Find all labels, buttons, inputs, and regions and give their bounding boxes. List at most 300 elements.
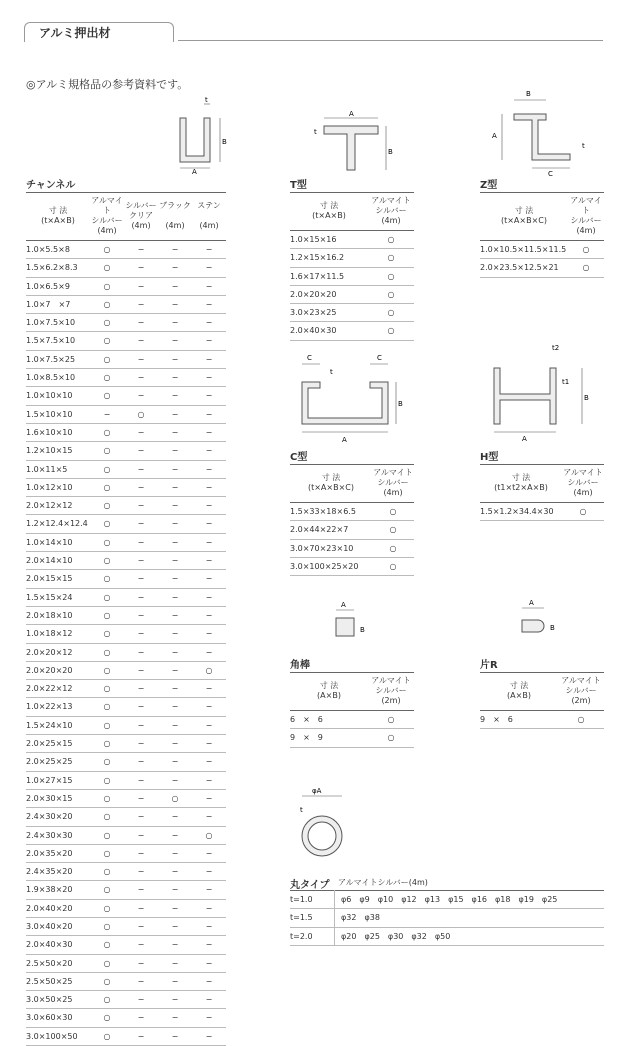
availability-cell: − (124, 936, 158, 954)
column-header: 寸 法 (t×A×B) (26, 193, 90, 241)
availability-cell: − (192, 954, 226, 972)
availability-cell: − (158, 497, 192, 515)
header-rule (178, 40, 603, 41)
availability-cell: ○ (90, 991, 124, 1009)
availability-cell: ○ (368, 267, 414, 285)
availability-cell: − (158, 350, 192, 368)
availability-cell: − (158, 972, 192, 990)
availability-cell: − (192, 570, 226, 588)
table-row (26, 442, 226, 460)
diameters-cell: φ32 φ38 (335, 909, 605, 927)
dimension-cell: 2.0×14×10 (26, 552, 90, 570)
availability-cell: − (158, 588, 192, 606)
availability-cell: − (124, 497, 158, 515)
column-header: アルマイト シルバー (2m) (558, 673, 604, 711)
dim-b: B (398, 400, 403, 408)
dimension-cell: 3.0×70×23×10 (290, 539, 372, 557)
availability-cell: ○ (372, 557, 414, 575)
availability-cell: ○ (90, 552, 124, 570)
availability-cell: ○ (562, 503, 604, 521)
dimension-cell: 2.0×35×20 (26, 844, 90, 862)
availability-cell: − (158, 643, 192, 661)
availability-cell: − (124, 314, 158, 332)
availability-cell: − (124, 643, 158, 661)
table-row (26, 735, 226, 753)
availability-cell: ○ (90, 936, 124, 954)
dimension-cell: 2.0×22×12 (26, 680, 90, 698)
availability-cell: − (124, 789, 158, 807)
availability-cell: − (192, 917, 226, 935)
availability-cell: − (192, 241, 226, 259)
availability-cell: − (158, 515, 192, 533)
availability-cell: − (158, 423, 192, 441)
availability-cell: ○ (90, 881, 124, 899)
availability-cell: − (158, 552, 192, 570)
availability-cell: − (124, 991, 158, 1009)
availability-cell: − (124, 460, 158, 478)
availability-cell: − (192, 972, 226, 990)
dimension-cell: 1.0×7.5×10 (26, 314, 90, 332)
dim-c: C (548, 170, 553, 178)
availability-cell: − (158, 771, 192, 789)
dimension-cell: 1.0×11×5 (26, 460, 90, 478)
column-header: 寸 法 (t×A×B) (290, 193, 368, 231)
h-diagram (482, 340, 602, 444)
availability-cell: ○ (90, 332, 124, 350)
availability-cell: − (124, 863, 158, 881)
availability-cell: − (192, 606, 226, 624)
table-row (26, 789, 226, 807)
table-row (480, 711, 604, 729)
section-tab: アルミ押出材 (24, 22, 174, 42)
table-row (26, 1027, 226, 1045)
thickness-cell: t=1.5 (290, 909, 335, 927)
availability-cell: − (124, 771, 158, 789)
dim-a: A (522, 435, 527, 443)
table-row (290, 521, 414, 539)
availability-cell: − (192, 350, 226, 368)
availability-cell: − (192, 881, 226, 899)
availability-cell: − (192, 844, 226, 862)
dimension-cell: 2.0×20×20 (290, 285, 368, 303)
dimension-cell: 2.0×15×15 (26, 570, 90, 588)
availability-cell: − (158, 405, 192, 423)
availability-cell: − (192, 478, 226, 496)
intro-text: ◎アルミ規格品の参考資料です。 (26, 78, 189, 91)
availability-cell: ○ (90, 241, 124, 259)
availability-cell: − (192, 387, 226, 405)
availability-cell: − (124, 680, 158, 698)
availability-cell: − (158, 606, 192, 624)
dim-t: t (314, 128, 317, 136)
thickness-cell: t=1.0 (290, 891, 335, 909)
table-row (290, 304, 414, 322)
availability-cell: − (158, 899, 192, 917)
availability-cell: − (192, 863, 226, 881)
availability-cell: − (124, 387, 158, 405)
dim-a: A (529, 599, 534, 607)
table-row (290, 927, 604, 945)
dimension-cell: 3.0×100×50 (26, 1027, 90, 1045)
table-row (26, 698, 226, 716)
availability-cell: − (192, 552, 226, 570)
c-diagram (292, 352, 412, 446)
dim-b: B (360, 626, 365, 634)
availability-cell: − (192, 460, 226, 478)
dimension-cell: 1.5×15×24 (26, 588, 90, 606)
table-row (26, 808, 226, 826)
table-row (26, 350, 226, 368)
dimension-cell: 1.9×38×20 (26, 881, 90, 899)
table-row (26, 423, 226, 441)
table-row (26, 533, 226, 551)
availability-cell: − (124, 515, 158, 533)
availability-cell: ○ (90, 643, 124, 661)
availability-cell: − (124, 277, 158, 295)
availability-cell: − (124, 423, 158, 441)
availability-cell: − (124, 606, 158, 624)
dim-b: B (550, 624, 555, 632)
availability-cell: − (158, 991, 192, 1009)
availability-cell: − (158, 295, 192, 313)
dim-a: A (349, 110, 354, 118)
c-type-table (290, 464, 414, 576)
availability-cell: ○ (90, 972, 124, 990)
availability-cell: ○ (368, 729, 414, 747)
availability-cell: − (192, 314, 226, 332)
channel-table (26, 192, 226, 1046)
availability-cell: ○ (368, 304, 414, 322)
availability-cell: − (124, 588, 158, 606)
column-header: 寸 法 (A×B) (480, 673, 558, 711)
availability-cell: ○ (368, 231, 414, 249)
availability-cell: − (192, 643, 226, 661)
dim-t: t (300, 806, 303, 814)
availability-cell: − (158, 881, 192, 899)
dimension-cell: 2.0×40×30 (26, 936, 90, 954)
availability-cell: − (124, 533, 158, 551)
dim-phi-a: φA (312, 787, 322, 795)
availability-cell: − (158, 844, 192, 862)
availability-cell: ○ (90, 570, 124, 588)
dimension-cell: 1.5×7.5×10 (26, 332, 90, 350)
table-row (26, 570, 226, 588)
availability-cell: − (124, 332, 158, 350)
availability-cell: − (192, 808, 226, 826)
availability-cell: − (124, 1027, 158, 1045)
availability-cell: − (158, 735, 192, 753)
dim-b: B (584, 394, 589, 402)
table-row (26, 863, 226, 881)
availability-cell: ○ (90, 369, 124, 387)
availability-cell: − (192, 497, 226, 515)
column-header: アルマイト シルバー (4m) (372, 465, 414, 503)
availability-cell: ○ (90, 350, 124, 368)
dimension-cell: 1.2×15×16.2 (290, 249, 368, 267)
availability-cell: − (192, 680, 226, 698)
table-row (290, 557, 414, 575)
column-header: アルマイト シルバー (4m) (562, 465, 604, 503)
table-row (26, 844, 226, 862)
table-row (26, 295, 226, 313)
availability-cell: − (124, 259, 158, 277)
availability-cell: − (158, 1027, 192, 1045)
dim-b: B (526, 90, 531, 98)
availability-cell: − (192, 259, 226, 277)
dimension-cell: 3.0×50×25 (26, 991, 90, 1009)
t-type-title: T型 (290, 180, 307, 191)
availability-cell: − (192, 1009, 226, 1027)
dim-t: t (205, 96, 208, 104)
h-type-table (480, 464, 604, 521)
dimension-cell: 1.2×12.4×12.4 (26, 515, 90, 533)
dimension-cell: 1.0×5.5×8 (26, 241, 90, 259)
availability-cell: ○ (90, 698, 124, 716)
kata-r-title: 片R (480, 660, 498, 671)
availability-cell: − (124, 716, 158, 734)
availability-cell: − (158, 259, 192, 277)
availability-cell: ○ (90, 863, 124, 881)
availability-cell: ○ (90, 460, 124, 478)
dimension-cell: 2.5×50×20 (26, 954, 90, 972)
availability-cell: − (192, 295, 226, 313)
availability-cell: − (158, 460, 192, 478)
availability-cell: − (124, 350, 158, 368)
availability-cell: ○ (90, 625, 124, 643)
availability-cell: ○ (90, 661, 124, 679)
dimension-cell: 1.5×1.2×34.4×30 (480, 503, 562, 521)
c-type-title: C型 (290, 452, 308, 463)
table-row (26, 917, 226, 935)
availability-cell: ○ (90, 606, 124, 624)
column-header: 寸 法 (t×A×B×C) (480, 193, 568, 241)
table-row (290, 231, 414, 249)
table-row (290, 285, 414, 303)
availability-cell: − (124, 899, 158, 917)
availability-cell: − (192, 332, 226, 350)
table-row (26, 680, 226, 698)
availability-cell: − (158, 954, 192, 972)
dimension-cell: 3.0×40×20 (26, 917, 90, 935)
availability-cell: − (158, 314, 192, 332)
kata-r-table (480, 672, 604, 729)
availability-cell: − (158, 570, 192, 588)
dim-t2: t2 (552, 344, 560, 352)
availability-cell: − (158, 863, 192, 881)
column-header: シルバー クリア (4m) (124, 193, 158, 241)
availability-cell: ○ (90, 954, 124, 972)
dim-t1: t1 (562, 378, 570, 386)
availability-cell: ○ (368, 711, 414, 729)
dimension-cell: 1.0×6.5×9 (26, 277, 90, 295)
table-row (26, 643, 226, 661)
availability-cell: − (158, 680, 192, 698)
availability-cell: ○ (90, 515, 124, 533)
table-row (26, 387, 226, 405)
availability-cell: ○ (90, 533, 124, 551)
table-row (26, 1009, 226, 1027)
availability-cell: − (124, 844, 158, 862)
availability-cell: − (192, 277, 226, 295)
availability-cell: − (124, 808, 158, 826)
availability-cell: ○ (90, 1009, 124, 1027)
availability-cell: ○ (192, 661, 226, 679)
table-row (290, 249, 414, 267)
availability-cell: ○ (90, 497, 124, 515)
dimension-cell: 2.5×50×25 (26, 972, 90, 990)
column-header: アルマイト シルバー (4m) (568, 193, 604, 241)
dimension-cell: 1.0×7.5×25 (26, 350, 90, 368)
square-bar-table (290, 672, 414, 748)
kata-r-diagram (518, 598, 568, 644)
availability-cell: − (124, 881, 158, 899)
table-row (480, 503, 604, 521)
availability-cell: − (158, 277, 192, 295)
column-header: アルマイト シルバー (4m) (368, 193, 414, 231)
dim-a: A (342, 436, 347, 444)
dimension-cell: 1.0×22×13 (26, 698, 90, 716)
square-bar-title: 角棒 (290, 660, 310, 671)
availability-cell: − (124, 735, 158, 753)
availability-cell: − (158, 332, 192, 350)
availability-cell: ○ (192, 826, 226, 844)
availability-cell: − (124, 698, 158, 716)
dim-b: B (388, 148, 393, 156)
availability-cell: ○ (558, 711, 604, 729)
z-type-table (480, 192, 604, 278)
availability-cell: ○ (368, 285, 414, 303)
round-diagram (288, 784, 358, 864)
availability-cell: ○ (90, 844, 124, 862)
availability-cell: − (192, 716, 226, 734)
availability-cell: − (192, 771, 226, 789)
table-row (26, 460, 226, 478)
availability-cell: − (192, 423, 226, 441)
availability-cell: ○ (90, 771, 124, 789)
availability-cell: ○ (90, 259, 124, 277)
dimension-cell: 2.0×25×25 (26, 753, 90, 771)
availability-cell: − (192, 789, 226, 807)
dimension-cell: 1.6×17×11.5 (290, 267, 368, 285)
dimension-cell: 2.0×40×30 (290, 322, 368, 340)
square-bar-diagram (330, 600, 380, 648)
availability-cell: ○ (368, 322, 414, 340)
table-row (26, 826, 226, 844)
availability-cell: − (192, 405, 226, 423)
table-row (26, 771, 226, 789)
availability-cell: − (124, 478, 158, 496)
availability-cell: ○ (90, 1027, 124, 1045)
table-row (26, 991, 226, 1009)
table-row (290, 729, 414, 747)
column-header: ステン (4m) (192, 193, 226, 241)
table-row (290, 711, 414, 729)
table-row (26, 552, 226, 570)
availability-cell: − (124, 661, 158, 679)
availability-cell: ○ (90, 826, 124, 844)
availability-cell: − (158, 533, 192, 551)
table-row (26, 497, 226, 515)
dimension-cell: 1.6×10×10 (26, 423, 90, 441)
dimension-cell: 2.0×25×15 (26, 735, 90, 753)
z-diagram (490, 86, 600, 178)
column-header: 寸 法 (t×A×B×C) (290, 465, 372, 503)
dimension-cell: 1.2×10×15 (26, 442, 90, 460)
channel-title: チャンネル (26, 180, 76, 191)
availability-cell: − (158, 369, 192, 387)
table-row (26, 753, 226, 771)
dimension-cell: 1.0×7 ×7 (26, 295, 90, 313)
channel-diagram (168, 94, 232, 174)
dimension-cell: 3.0×60×30 (26, 1009, 90, 1027)
availability-cell: − (158, 826, 192, 844)
availability-cell: − (192, 442, 226, 460)
availability-cell: − (124, 570, 158, 588)
availability-cell: ○ (158, 789, 192, 807)
h-type-title: H型 (480, 452, 499, 463)
table-row (480, 241, 604, 259)
availability-cell: ○ (90, 789, 124, 807)
dimension-cell: 2.0×18×10 (26, 606, 90, 624)
diameters-cell: φ20 φ25 φ30 φ32 φ50 (335, 927, 605, 945)
column-header: アルマイト シルバー (4m) (90, 193, 124, 241)
availability-cell: − (124, 954, 158, 972)
table-row (290, 909, 604, 927)
availability-cell: − (90, 405, 124, 423)
z-type-title: Z型 (480, 180, 498, 191)
availability-cell: ○ (90, 423, 124, 441)
dimension-cell: 6 × 6 (290, 711, 368, 729)
availability-cell: − (158, 698, 192, 716)
table-row (26, 936, 226, 954)
dimension-cell: 2.0×23.5×12.5×21 (480, 259, 568, 277)
availability-cell: − (192, 369, 226, 387)
availability-cell: ○ (372, 539, 414, 557)
table-row (26, 241, 226, 259)
table-row (26, 478, 226, 496)
table-row (26, 369, 226, 387)
table-row (26, 972, 226, 990)
dim-c-right: C (377, 354, 382, 362)
availability-cell: − (124, 552, 158, 570)
availability-cell: − (158, 625, 192, 643)
table-row (26, 277, 226, 295)
availability-cell: ○ (90, 753, 124, 771)
availability-cell: ○ (368, 249, 414, 267)
table-row (26, 515, 226, 533)
table-row (26, 899, 226, 917)
availability-cell: − (192, 588, 226, 606)
dimension-cell: 1.0×8.5×10 (26, 369, 90, 387)
dimension-cell: 1.0×27×15 (26, 771, 90, 789)
table-row (26, 661, 226, 679)
availability-cell: − (192, 735, 226, 753)
availability-cell: ○ (372, 521, 414, 539)
availability-cell: − (124, 442, 158, 460)
dimension-cell: 1.5×6.2×8.3 (26, 259, 90, 277)
availability-cell: − (192, 698, 226, 716)
dimension-cell: 1.0×18×12 (26, 625, 90, 643)
availability-cell: − (158, 936, 192, 954)
availability-cell: − (124, 753, 158, 771)
availability-cell: − (124, 1009, 158, 1027)
thickness-cell: t=2.0 (290, 927, 335, 945)
availability-cell: − (158, 442, 192, 460)
dimension-cell: 1.0×10×10 (26, 387, 90, 405)
round-subtitle: アルマイトシルバー(4m) (338, 878, 428, 887)
table-row (26, 716, 226, 734)
dim-c-left: C (307, 354, 312, 362)
